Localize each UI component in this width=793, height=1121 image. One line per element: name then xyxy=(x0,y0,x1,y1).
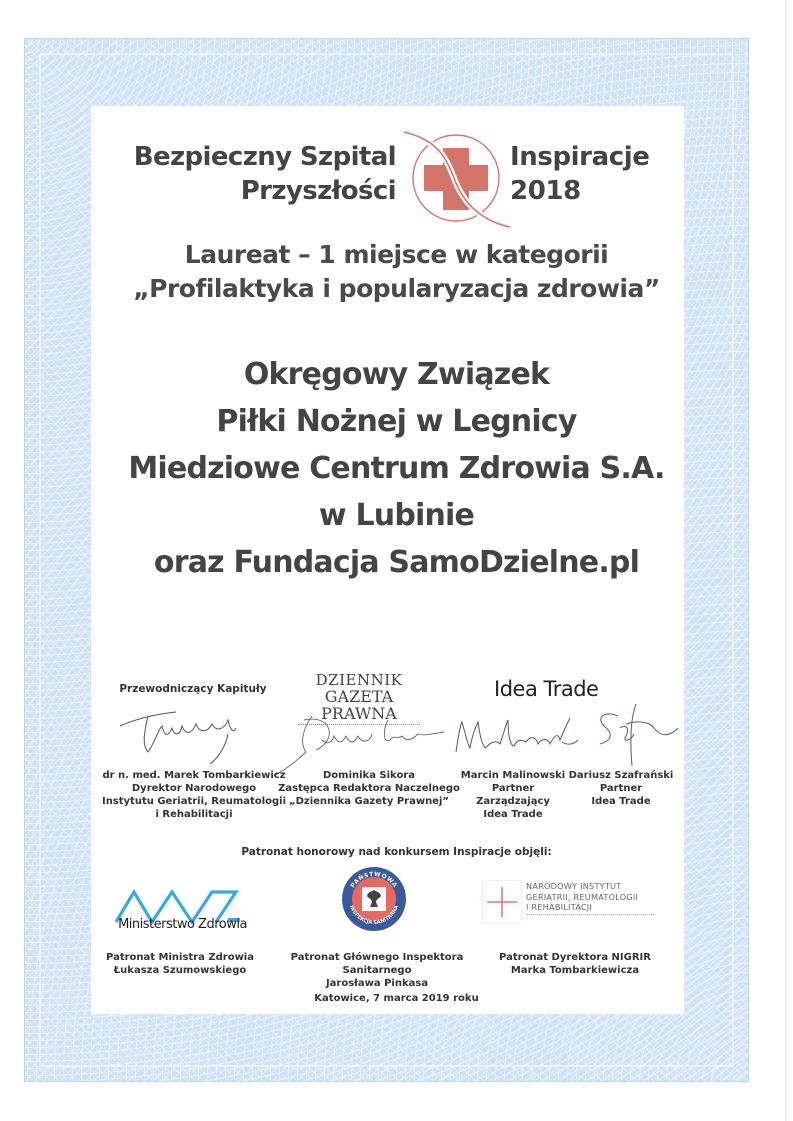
signatory-role: Partner Zarządzający xyxy=(476,783,550,807)
dgp-logo-line2: GAZETA PRAWNA xyxy=(321,687,397,723)
idea-trade-logo: Idea Trade xyxy=(494,677,599,701)
patron-line: Marka Tombarkiewicza xyxy=(510,965,640,976)
laureate-line: w Lubinie xyxy=(318,498,475,533)
patron-line: Patronat Dyrektora NIGRIR xyxy=(499,952,651,963)
signatory-name: dr n. med. Marek Tombarkiewicz xyxy=(102,770,286,781)
laureate-line: Piłki Nożnej w Legnicy xyxy=(216,404,577,439)
nigrir-logo-box xyxy=(482,880,522,924)
signatory-sikora xyxy=(276,769,462,808)
event-title xyxy=(124,140,396,208)
issue-date: Katowice, 7 marca 2019 roku xyxy=(314,993,479,1004)
signatory-tombarkiewicz xyxy=(94,769,294,821)
award-line: Laureat – 1 miejsce w kategorii xyxy=(184,240,609,269)
patron-ministry xyxy=(100,951,260,977)
nigrir-tagline xyxy=(526,914,654,917)
edition-title xyxy=(510,140,650,208)
laureate-line: Miedziowe Centrum Zdrowia S.A. xyxy=(128,451,665,486)
signature-sikora xyxy=(272,710,448,778)
sanitary-inspection-seal-icon xyxy=(341,866,407,932)
chair-label: Przewodniczący Kapituły xyxy=(119,683,267,695)
nigrir-line: I REHABILITACJI xyxy=(526,902,593,912)
seal-top-text: PAŃSTWOWA xyxy=(349,870,399,890)
edition-title-line1: Inspiracje xyxy=(510,142,650,172)
nigrir-logo-text xyxy=(526,881,638,913)
signatory-role: Idea Trade xyxy=(591,796,651,807)
signature-malinowski xyxy=(452,712,582,764)
event-title-line2: Przyszłości xyxy=(240,176,396,206)
signatory-role: „Dziennika Gazety Prawnej” xyxy=(289,796,449,807)
signatory-name: Dominika Sikora xyxy=(322,770,415,781)
patron-nigrir xyxy=(490,951,660,977)
signatory-role: Zastępca Redaktora Naczelnego xyxy=(278,783,460,794)
patron-line: Jarosława Pinkasa xyxy=(325,978,429,989)
signatory-role: Instytutu Geriatrii, Reumatologii xyxy=(101,796,287,807)
red-cross-circle-icon xyxy=(398,128,513,228)
nigrir-line: GERIATRII, REUMATOLOGII xyxy=(526,891,639,902)
patron-sanitary-inspector xyxy=(262,951,492,990)
nigrir-line: NARODOWY INSTYTUT xyxy=(526,881,622,891)
signatory-szafranski xyxy=(566,769,676,808)
signatory-name: Dariusz Szafrański xyxy=(568,770,674,781)
award-category: „Profilaktyka i popularyzacja zdrowia” xyxy=(133,274,660,303)
signatory-role: Dyrektor Narodowego xyxy=(131,783,257,794)
nigrir-logo xyxy=(482,880,658,924)
patron-line: Patronat Głównego Inspektora Sanitarnego xyxy=(290,952,464,976)
event-title-line1: Bezpieczny Szpital xyxy=(133,142,396,172)
patronage-heading: Patronat honorowy nad konkursem Inspiracje objęli: xyxy=(241,846,552,858)
edition-title-line2: 2018 xyxy=(510,176,581,206)
ministry-of-health-logo-text: Ministerstwo Zdrowia xyxy=(118,917,247,932)
dgp-logo-line1: DZIENNIK xyxy=(315,671,403,689)
signatory-role: i Rehabilitacji xyxy=(155,809,233,820)
laureate-line: Okręgowy Związek xyxy=(243,357,550,392)
signature-tombarkiewicz xyxy=(118,706,243,766)
signatory-name: Marcin Malinowski xyxy=(460,770,566,781)
logo-swoosh-gap xyxy=(404,132,510,227)
signatory-role: Idea Trade xyxy=(483,809,543,820)
signatory-role: Partner xyxy=(599,783,643,794)
signatory-malinowski xyxy=(458,769,568,821)
nigrir-cross-icon xyxy=(483,881,521,923)
patron-line: Łukasza Szumowskiego xyxy=(113,965,247,976)
patron-line: Patronat Ministra Zdrowia xyxy=(106,952,254,963)
seal-bottom-text: INSPEKCJA SANITARNA xyxy=(348,904,400,927)
laureate-line: oraz Fundacja SamoDzielne.pl xyxy=(153,545,640,580)
signature-szafranski xyxy=(590,698,680,768)
